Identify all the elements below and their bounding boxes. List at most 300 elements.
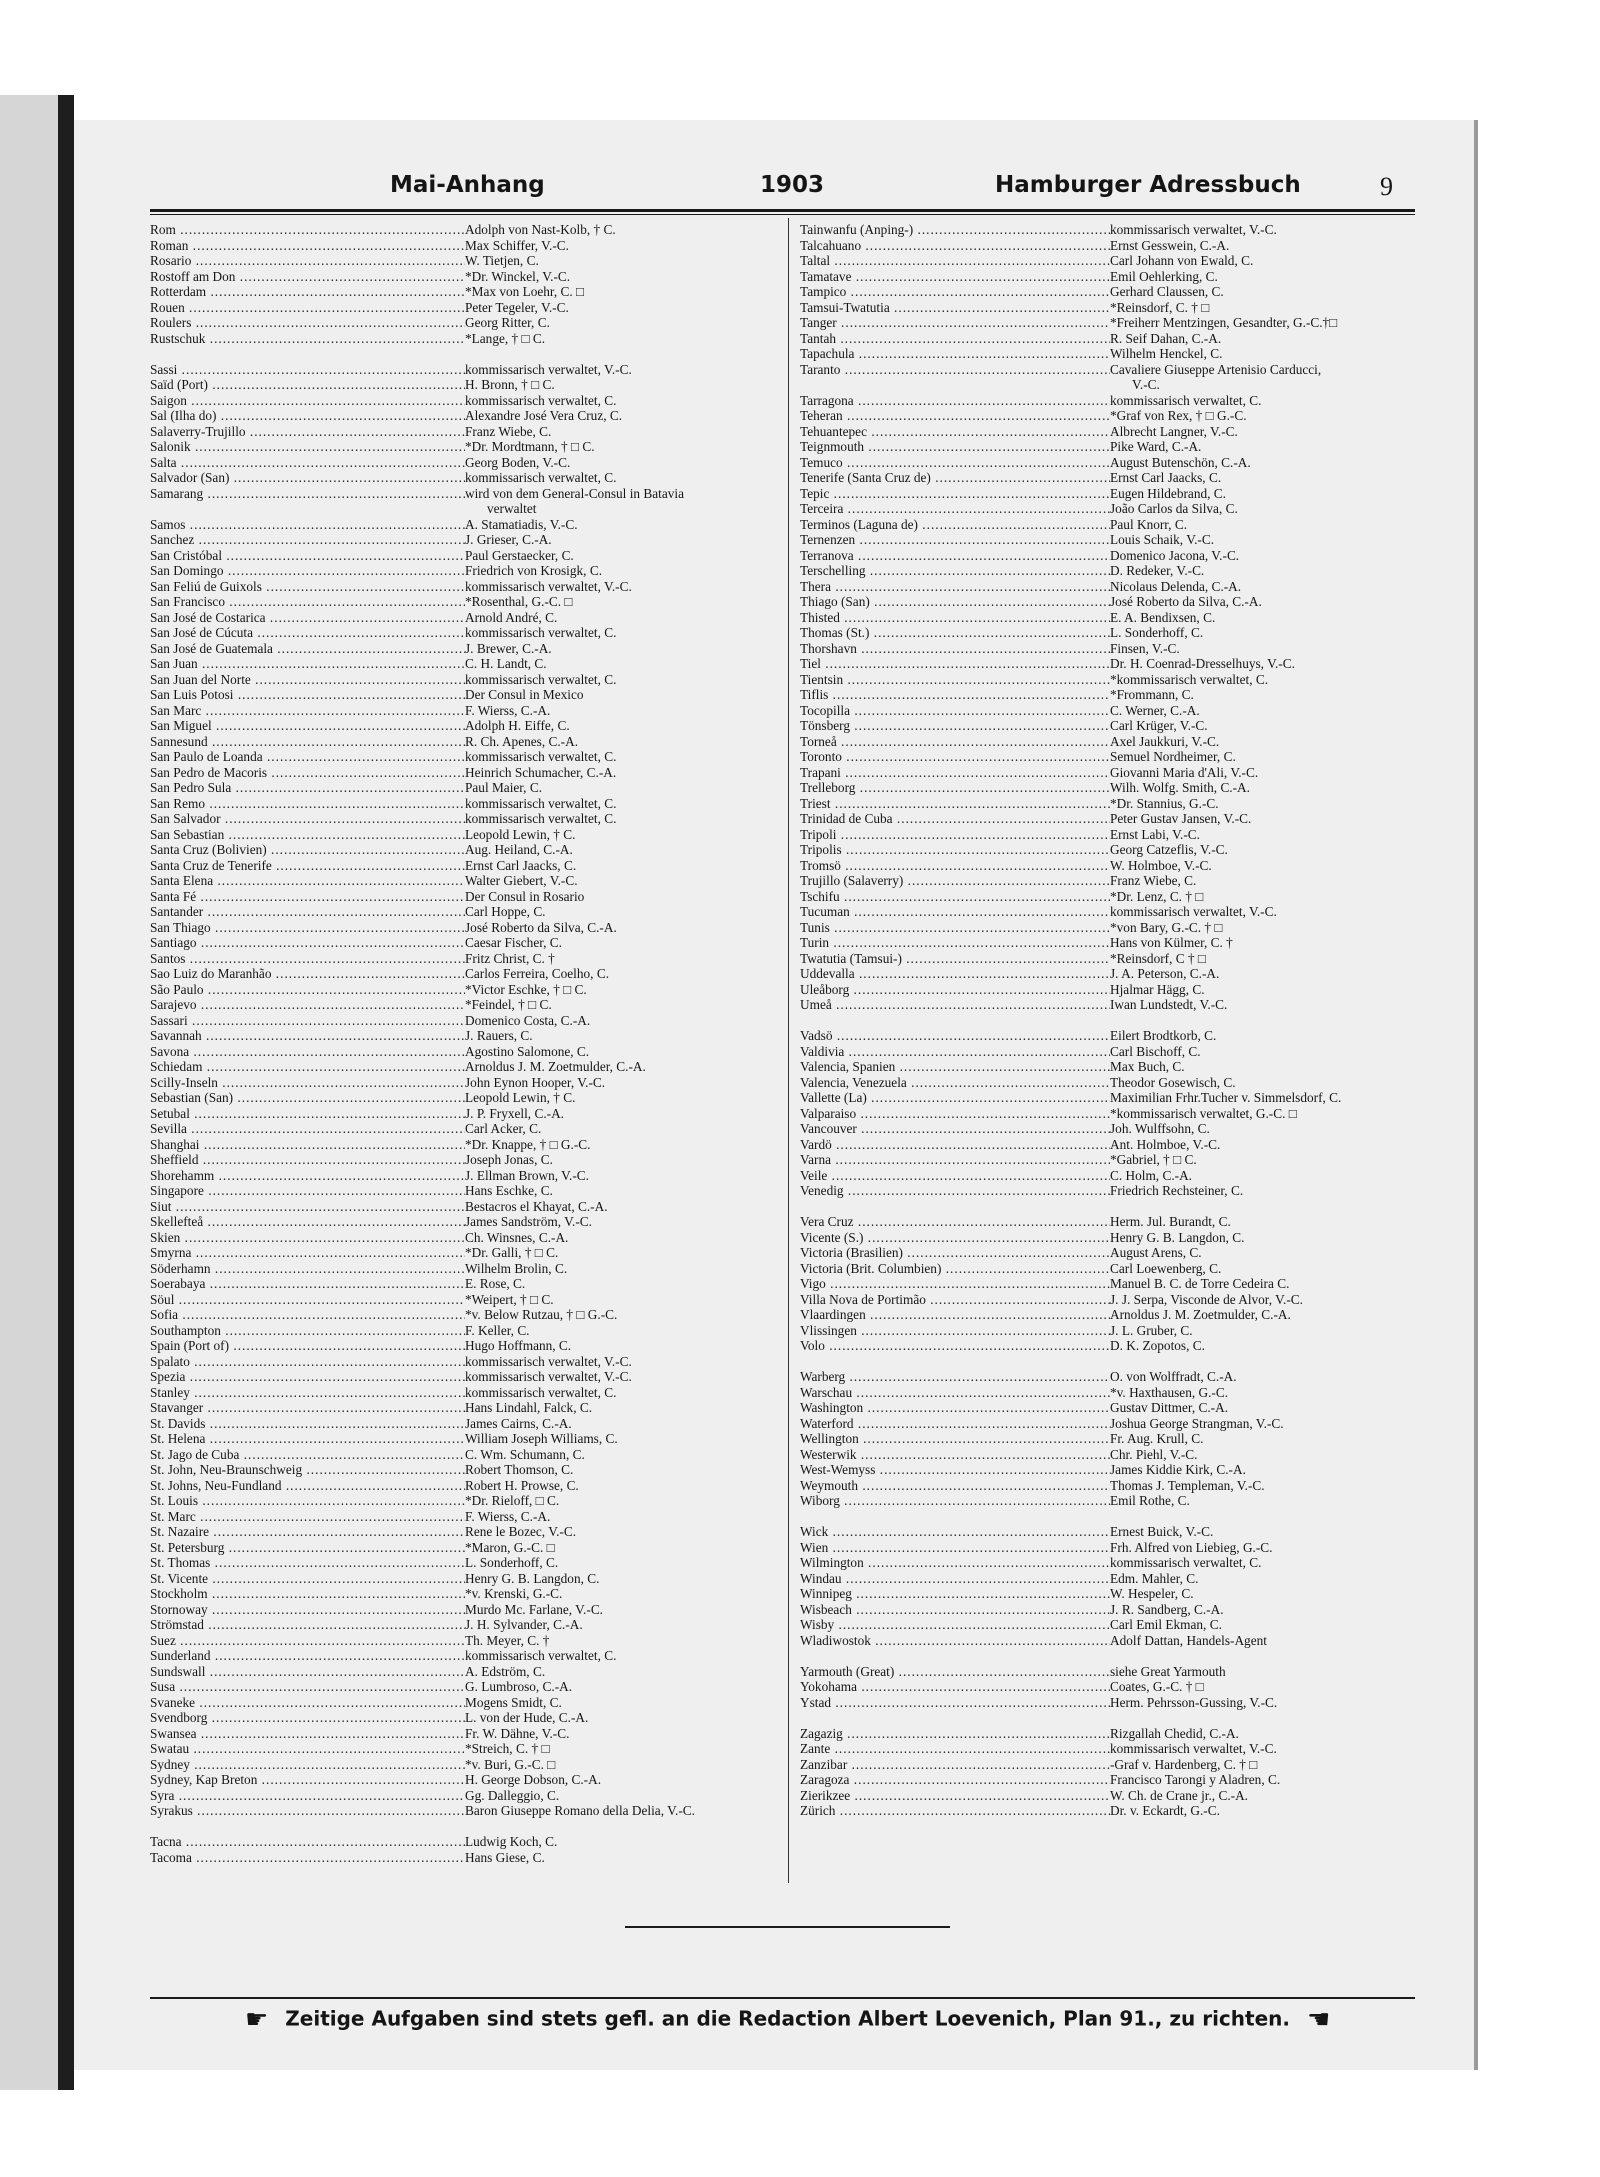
entry-place: Volo ..... bbox=[800, 1338, 1110, 1354]
entry-place: Rom ..... bbox=[150, 222, 465, 238]
entry-place: São Paulo ..... bbox=[150, 982, 465, 998]
directory-entry bbox=[800, 1307, 1415, 1323]
entry-place: Sarajevo ..... bbox=[150, 997, 465, 1013]
entry-consul: Paul Knorr, C. bbox=[1110, 516, 1188, 532]
entry-consul: Friedrich Rechsteiner, C. bbox=[1110, 1183, 1244, 1198]
entry-place: Setubal ..... bbox=[150, 1106, 465, 1122]
directory-entry bbox=[150, 408, 784, 424]
directory-entry bbox=[800, 315, 1415, 331]
directory-entry bbox=[150, 253, 784, 269]
entry-place: Zierikzee ..... bbox=[800, 1788, 1110, 1804]
entry-place: Southampton ..... bbox=[150, 1323, 465, 1339]
entry-place: Tromsö ..... bbox=[800, 858, 1110, 874]
directory-entry bbox=[150, 1710, 784, 1726]
entry-place bbox=[800, 1509, 1110, 1525]
entry-consul: W. Tietjen, C. bbox=[465, 253, 539, 268]
entry-place: Zagazig ..... bbox=[800, 1726, 1110, 1742]
entry-consul: Frh. Alfred von Liebieg, G.-C. bbox=[1110, 1539, 1273, 1555]
entry-place: Stanley ..... bbox=[150, 1385, 465, 1401]
entry-consul: Joh. Wulffsohn, C. bbox=[1110, 1121, 1210, 1136]
directory-entry bbox=[800, 284, 1415, 300]
entry-place bbox=[150, 1819, 465, 1835]
entry-consul: Leopold Lewin, † C. bbox=[465, 1090, 576, 1105]
entry-place: Stockholm ..... bbox=[150, 1586, 465, 1602]
entry-place: Shanghai ..... bbox=[150, 1137, 465, 1153]
entry-place: Terschelling ..... bbox=[800, 563, 1110, 579]
entry-consul: Giovanni Maria d'Ali, V.-C. bbox=[1110, 764, 1259, 780]
entry-place: Siut ..... bbox=[150, 1199, 465, 1215]
entry-consul: F. Wierss, C.-A. bbox=[465, 702, 551, 718]
entry-consul: Gg. Dalleggio, C. bbox=[465, 1787, 560, 1803]
entry-place: Tientsin ..... bbox=[800, 672, 1110, 688]
entry-place: Schiedam ..... bbox=[150, 1059, 465, 1075]
header-rule bbox=[150, 209, 1415, 212]
directory-entry bbox=[800, 656, 1415, 672]
directory-entry bbox=[150, 672, 784, 688]
entry-consul: siehe Great Yarmouth bbox=[1110, 1663, 1226, 1679]
entry-place: San José de Cúcuta ..... bbox=[150, 625, 465, 641]
entry-place: Rosario ..... bbox=[150, 253, 465, 269]
entry-place: Syra ..... bbox=[150, 1788, 465, 1804]
entry-place: Villa Nova de Portimão ..... bbox=[800, 1292, 1110, 1308]
directory-entry bbox=[150, 734, 784, 750]
entry-place: Yarmouth (Great) ..... bbox=[800, 1664, 1110, 1680]
entry-place: Stornoway ..... bbox=[150, 1602, 465, 1618]
entry-consul: Hans Lindahl, Falck, C. bbox=[465, 1400, 593, 1415]
entry-consul: Hugo Hoffmann, C. bbox=[465, 1338, 572, 1353]
entry-consul: Ernst Labi, V.-C. bbox=[1110, 826, 1201, 842]
entry-place: St. Helena ..... bbox=[150, 1431, 465, 1447]
entry-place: Shorehamm ..... bbox=[150, 1168, 465, 1184]
entry-place: Skellefteå ..... bbox=[150, 1214, 465, 1230]
directory-entry bbox=[800, 408, 1415, 424]
entry-consul: kommissarisch verwaltet, C. bbox=[465, 392, 617, 408]
binding-gutter bbox=[0, 95, 62, 2090]
entry-consul: Rene le Bozec, V.-C. bbox=[465, 1524, 577, 1539]
directory-entry bbox=[150, 873, 784, 889]
directory-entry bbox=[800, 982, 1415, 998]
entry-place: St. Louis ..... bbox=[150, 1493, 465, 1509]
entry-consul: Nicolaus Delenda, C.-A. bbox=[1110, 578, 1242, 594]
header-year: 1903 bbox=[760, 172, 825, 198]
entry-consul: Adolph H. Eiffe, C. bbox=[465, 718, 570, 733]
entry-place: Trujillo (Salaverry) ..... bbox=[800, 873, 1110, 889]
directory-entry bbox=[800, 904, 1415, 920]
entry-consul: J. A. Peterson, C.-A. bbox=[1110, 966, 1220, 981]
entry-place: Salvador (San) ..... bbox=[150, 470, 465, 486]
entry-consul: C. Werner, C.-A. bbox=[1110, 702, 1200, 718]
entry-consul: Carl Emil Ekman, C. bbox=[1110, 1617, 1222, 1632]
entry-place: Tschifu ..... bbox=[800, 889, 1110, 905]
entry-place: Warschau ..... bbox=[800, 1385, 1110, 1401]
entry-consul: *v. Krenski, G.-C. bbox=[465, 1586, 563, 1601]
directory-entry bbox=[800, 1369, 1415, 1385]
directory-entry bbox=[800, 1586, 1415, 1602]
entry-consul: D. Redeker, V.-C. bbox=[1110, 563, 1205, 578]
entry-place: Salta ..... bbox=[150, 455, 465, 471]
directory-entry bbox=[800, 1276, 1415, 1292]
directory-entry bbox=[150, 1850, 784, 1866]
directory-entry bbox=[800, 1168, 1415, 1184]
entry-place: Strömstad ..... bbox=[150, 1617, 465, 1633]
directory-entry bbox=[150, 656, 784, 672]
entry-place: Umeå ..... bbox=[800, 997, 1110, 1013]
directory-entry bbox=[150, 1679, 784, 1695]
entry-place: San Salvador ..... bbox=[150, 811, 465, 827]
entry-consul: Der Consul in Mexico bbox=[465, 687, 584, 702]
directory-entry bbox=[800, 1803, 1415, 1819]
entry-place: Sundswall ..... bbox=[150, 1664, 465, 1680]
entry-place: Trelleborg ..... bbox=[800, 780, 1110, 796]
directory-entry bbox=[150, 563, 784, 579]
entry-consul: Friedrich von Krosigk, C. bbox=[465, 563, 603, 578]
entry-place: Yokohama ..... bbox=[800, 1679, 1110, 1695]
entry-consul: Dr. H. Coenrad-Dresselhuys, V.-C. bbox=[1110, 656, 1295, 671]
entry-consul: Axel Jaukkuri, V.-C. bbox=[1110, 733, 1220, 749]
directory-entry bbox=[800, 1106, 1415, 1122]
entry-place: Vallette (La) ..... bbox=[800, 1090, 1110, 1106]
directory-entry bbox=[800, 951, 1415, 967]
entry-consul: W. Ch. de Crane jr., C.-A. bbox=[1110, 1787, 1249, 1803]
entry-place: Windau ..... bbox=[800, 1571, 1110, 1587]
entry-place: Tarragona ..... bbox=[800, 393, 1110, 409]
header-rule-thin bbox=[150, 214, 1415, 215]
entry-place: San Francisco ..... bbox=[150, 594, 465, 610]
entry-place: Waterford ..... bbox=[800, 1416, 1110, 1432]
directory-entry bbox=[800, 625, 1415, 641]
entry-place: Thorshavn ..... bbox=[800, 641, 1110, 657]
entry-place: Thisted ..... bbox=[800, 610, 1110, 626]
entry-consul: A. Stamatiadis, V.-C. bbox=[465, 516, 578, 532]
entry-consul: J. L. Gruber, C. bbox=[1110, 1322, 1193, 1338]
entry-consul: Peter Tegeler, V.-C. bbox=[465, 299, 569, 315]
directory-entry bbox=[150, 858, 784, 874]
entry-consul: L. Sonderhoff, C. bbox=[465, 1555, 559, 1570]
entry-place: Taltal ..... bbox=[800, 253, 1110, 269]
page-number: 9 bbox=[1380, 172, 1393, 201]
entry-consul: Henry G. B. Langdon, C. bbox=[1110, 1229, 1245, 1245]
entry-place: Tunis ..... bbox=[800, 920, 1110, 936]
entry-place: Tantah ..... bbox=[800, 331, 1110, 347]
entry-place: Spalato ..... bbox=[150, 1354, 465, 1370]
directory-entry bbox=[150, 1648, 784, 1664]
entry-consul: Georg Boden, V.-C. bbox=[465, 454, 571, 470]
entry-place: Twatutia (Tamsui-) ..... bbox=[800, 951, 1110, 967]
entry-place: Winnipeg ..... bbox=[800, 1586, 1110, 1602]
entry-consul bbox=[1110, 1199, 1415, 1215]
entry-consul: kommissarisch verwaltet, C. bbox=[1110, 392, 1262, 408]
entry-place: St. Vicente ..... bbox=[150, 1571, 465, 1587]
entry-consul: Ernst Gesswein, C.-A. bbox=[1110, 237, 1230, 253]
entry-consul: Rizgallah Chedid, C.-A. bbox=[1110, 1725, 1239, 1741]
entry-place: Tainwanfu (Anping-) ..... bbox=[800, 222, 1110, 238]
binding-edge bbox=[58, 95, 74, 2090]
entry-place: Varna ..... bbox=[800, 1152, 1110, 1168]
directory-entry bbox=[150, 904, 784, 920]
directory-entry bbox=[800, 1214, 1415, 1230]
entry-place: San Pedro de Macoris ..... bbox=[150, 765, 465, 781]
entry-place: St. Davids ..... bbox=[150, 1416, 465, 1432]
directory-entry bbox=[150, 966, 784, 982]
directory-entry bbox=[800, 827, 1415, 843]
entry-consul: Wilhelm Henckel, C. bbox=[1110, 346, 1223, 361]
directory-entry bbox=[150, 765, 784, 781]
entry-consul: *Dr. Galli, † □ C. bbox=[465, 1245, 559, 1260]
entry-place: Santiago ..... bbox=[150, 935, 465, 951]
entry-place: Sao Luiz do Maranhão ..... bbox=[150, 966, 465, 982]
entry-consul: August Butenschön, C.-A. bbox=[1110, 454, 1251, 470]
directory-entry bbox=[800, 1633, 1415, 1649]
entry-consul: E. A. Bendixsen, C. bbox=[1110, 609, 1216, 625]
directory-entry bbox=[800, 1431, 1415, 1447]
directory-entry bbox=[800, 1044, 1415, 1060]
entry-consul: R. Seif Dahan, C.-A. bbox=[1110, 330, 1222, 346]
directory-entry bbox=[800, 1509, 1415, 1525]
entry-consul: Eugen Hildebrand, C. bbox=[1110, 485, 1226, 501]
directory-entry bbox=[800, 858, 1415, 874]
entry-consul: *kommissarisch verwaltet, G.-C. □ bbox=[1110, 1105, 1297, 1121]
directory-entry bbox=[800, 966, 1415, 982]
entry-consul: Carl Hoppe, C. bbox=[465, 904, 546, 919]
pointing-hand-icon: ☛ bbox=[245, 2005, 269, 2035]
directory-entry bbox=[150, 393, 784, 409]
entry-consul: Carlos Ferreira, Coelho, C. bbox=[465, 966, 610, 981]
entry-consul: J. Rauers, C. bbox=[465, 1028, 533, 1043]
entry-consul: J. J. Serpa, Visconde de Alvor, V.-C. bbox=[1110, 1291, 1303, 1307]
entry-place: St. Johns, Neu-Fundland ..... bbox=[150, 1478, 465, 1494]
entry-place: Spezia ..... bbox=[150, 1369, 465, 1385]
entry-place: San Luis Potosi ..... bbox=[150, 687, 465, 703]
entry-place: Valencia, Spanien ..... bbox=[800, 1059, 1110, 1075]
entry-consul: *Weipert, † □ C. bbox=[465, 1291, 554, 1307]
entry-place: Svendborg ..... bbox=[150, 1710, 465, 1726]
directory-entry bbox=[800, 470, 1415, 486]
entry-place bbox=[150, 346, 465, 362]
entry-consul bbox=[1110, 1013, 1415, 1029]
entry-consul bbox=[465, 1819, 784, 1835]
directory-entry bbox=[150, 1323, 784, 1339]
directory-entry bbox=[800, 1679, 1415, 1695]
directory-entry bbox=[150, 749, 784, 765]
directory-entry bbox=[800, 331, 1415, 347]
entry-consul: E. Rose, C. bbox=[465, 1276, 526, 1291]
directory-entry bbox=[800, 548, 1415, 564]
entry-consul: H. Bronn, † □ C. bbox=[465, 377, 555, 392]
directory-entry bbox=[800, 424, 1415, 440]
entry-consul: Thomas J. Templeman, V.-C. bbox=[1110, 1477, 1265, 1493]
entry-consul: J. H. Sylvander, C.-A. bbox=[465, 1617, 583, 1632]
entry-place: Valdivia ..... bbox=[800, 1044, 1110, 1060]
entry-place: Zaragoza ..... bbox=[800, 1772, 1110, 1788]
directory-entry bbox=[800, 1245, 1415, 1261]
directory-entry bbox=[150, 331, 784, 347]
directory-entry bbox=[150, 1137, 784, 1153]
entry-consul: *Freiherr Mentzingen, Gesandter, G.-C.†□ bbox=[1110, 315, 1338, 330]
entry-place: Valencia, Venezuela ..... bbox=[800, 1075, 1110, 1091]
entry-consul: Heinrich Schumacher, C.-A. bbox=[465, 764, 617, 780]
entry-place: Terranova ..... bbox=[800, 548, 1110, 564]
entry-consul: C. Holm, C.-A. bbox=[1110, 1167, 1193, 1183]
directory-entry bbox=[150, 1245, 784, 1261]
directory-entry bbox=[800, 563, 1415, 579]
entry-consul: Domenico Jacona, V.-C. bbox=[1110, 547, 1240, 563]
directory-entry bbox=[150, 1013, 784, 1029]
entry-place: Rostoff am Don ..... bbox=[150, 269, 465, 285]
entry-place: Spain (Port of) ..... bbox=[150, 1338, 465, 1354]
directory-entry bbox=[800, 1090, 1415, 1106]
entry-consul: *Reinsdorf, C. † □ bbox=[1110, 299, 1210, 315]
directory-entry bbox=[150, 222, 784, 238]
directory-entry bbox=[800, 501, 1415, 517]
directory-entry bbox=[800, 1602, 1415, 1618]
directory-entry bbox=[800, 718, 1415, 734]
directory-entry bbox=[800, 1416, 1415, 1432]
entry-place: Warberg ..... bbox=[800, 1369, 1110, 1385]
entry-place: Vlaardingen ..... bbox=[800, 1307, 1110, 1323]
entry-consul: Louis Schaik, V.-C. bbox=[1110, 532, 1215, 547]
directory-entry bbox=[150, 641, 784, 657]
entry-place: San José de Costarica ..... bbox=[150, 610, 465, 626]
entry-consul: Mogens Smidt, C. bbox=[465, 1694, 562, 1710]
right-column bbox=[800, 222, 1415, 1819]
entry-place: Santa Fé ..... bbox=[150, 889, 465, 905]
entry-place: Triest ..... bbox=[800, 796, 1110, 812]
entry-consul: J. P. Fryxell, C.-A. bbox=[465, 1105, 564, 1121]
entry-consul: *Dr. Stannius, G.-C. bbox=[1110, 795, 1219, 811]
directory-entry bbox=[150, 1803, 784, 1819]
entry-consul: Paul Gerstaecker, C. bbox=[465, 547, 574, 563]
entry-place: Vigo ..... bbox=[800, 1276, 1110, 1292]
directory-entry bbox=[150, 1338, 784, 1354]
entry-place: San Juan ..... bbox=[150, 656, 465, 672]
entry-place: Tacoma ..... bbox=[150, 1850, 465, 1866]
directory-entry bbox=[800, 439, 1415, 455]
directory-entry bbox=[800, 1757, 1415, 1773]
entry-place: Uddevalla ..... bbox=[800, 966, 1110, 982]
entry-place: Vardö ..... bbox=[800, 1137, 1110, 1153]
directory-entry bbox=[150, 718, 784, 734]
entry-consul: Th. Meyer, C. † bbox=[465, 1632, 550, 1648]
directory-entry bbox=[150, 889, 784, 905]
entry-place: Samarang ..... bbox=[150, 486, 465, 502]
entry-place: Sannesund ..... bbox=[150, 734, 465, 750]
directory-entry bbox=[150, 486, 784, 502]
directory-entry bbox=[800, 1788, 1415, 1804]
entry-place: Wellington ..... bbox=[800, 1431, 1110, 1447]
entry-consul: Der Consul in Rosario bbox=[465, 888, 585, 904]
entry-consul: Arnoldus J. M. Zoetmulder, C.-A. bbox=[465, 1059, 646, 1074]
entry-consul: John Eynon Hooper, V.-C. bbox=[465, 1074, 606, 1090]
directory-entry bbox=[800, 796, 1415, 812]
entry-place: Wilmington ..... bbox=[800, 1555, 1110, 1571]
directory-entry bbox=[150, 517, 784, 533]
directory-entry bbox=[150, 439, 784, 455]
entry-place: Westerwik ..... bbox=[800, 1447, 1110, 1463]
entry-consul: Adolph von Nast-Kolb, † C. bbox=[465, 222, 616, 237]
directory-entry bbox=[800, 253, 1415, 269]
entry-place: Santander ..... bbox=[150, 904, 465, 920]
directory-entry bbox=[800, 1292, 1415, 1308]
directory-entry bbox=[800, 1013, 1415, 1029]
entry-consul: Aug. Heiland, C.-A. bbox=[465, 842, 573, 857]
entry-place: Veile ..... bbox=[800, 1168, 1110, 1184]
entry-place: Swatau ..... bbox=[150, 1741, 465, 1757]
directory-entry bbox=[150, 455, 784, 471]
entry-consul: F. Keller, C. bbox=[465, 1322, 530, 1338]
entry-place: Trapani ..... bbox=[800, 765, 1110, 781]
directory-entry bbox=[800, 1059, 1415, 1075]
directory-entry bbox=[150, 780, 784, 796]
directory-entry bbox=[800, 1617, 1415, 1633]
directory-entry bbox=[800, 238, 1415, 254]
entry-consul: Wilh. Wolfg. Smith, C.-A. bbox=[1110, 780, 1250, 795]
entry-consul: kommissarisch verwaltet, C. bbox=[465, 470, 617, 485]
entry-place: San Pedro Sula ..... bbox=[150, 780, 465, 796]
directory-entry bbox=[150, 842, 784, 858]
entry-place bbox=[800, 1354, 1110, 1370]
directory-entry bbox=[800, 1230, 1415, 1246]
directory-entry bbox=[800, 1478, 1415, 1494]
directory-entry bbox=[150, 1571, 784, 1587]
entry-place: Vlissingen ..... bbox=[800, 1323, 1110, 1339]
entry-consul: *Lange, † □ C. bbox=[465, 330, 546, 346]
entry-consul: A. Edström, C. bbox=[465, 1663, 546, 1679]
entry-place: Torneå ..... bbox=[800, 734, 1110, 750]
directory-entry bbox=[150, 1524, 784, 1540]
entry-place: Roman ..... bbox=[150, 238, 465, 254]
entry-consul: *Dr. Rieloff, □ C. bbox=[465, 1493, 560, 1508]
entry-consul: Max Schiffer, V.-C. bbox=[465, 237, 569, 253]
entry-place: Taranto ..... bbox=[800, 362, 1110, 378]
directory-entry bbox=[800, 1695, 1415, 1711]
entry-consul: Hjalmar Hägg, C. bbox=[1110, 981, 1205, 997]
entry-place: Sydney ..... bbox=[150, 1757, 465, 1773]
entry-place bbox=[150, 501, 465, 517]
entry-consul: F. Wierss, C.-A. bbox=[465, 1508, 551, 1524]
entry-place: Vadsö ..... bbox=[800, 1028, 1110, 1044]
entry-place: Soerabaya ..... bbox=[150, 1276, 465, 1292]
entry-place: Terminos (Laguna de) ..... bbox=[800, 517, 1110, 533]
directory-entry bbox=[150, 548, 784, 564]
directory-entry bbox=[150, 1106, 784, 1122]
entry-consul: kommissarisch verwaltet, C. bbox=[465, 1648, 617, 1663]
directory-entry bbox=[800, 1664, 1415, 1680]
entry-consul: Finsen, V.-C. bbox=[1110, 640, 1180, 656]
entry-consul: Maximilian Frhr.Tucher v. Simmelsdorf, C. bbox=[1110, 1090, 1342, 1105]
directory-entry bbox=[800, 749, 1415, 765]
directory-entry bbox=[800, 1075, 1415, 1091]
directory-entry bbox=[800, 377, 1415, 393]
directory-entry bbox=[150, 1617, 784, 1633]
entry-place: San Sebastian ..... bbox=[150, 827, 465, 843]
directory-entry bbox=[800, 579, 1415, 595]
directory-entry bbox=[150, 1819, 784, 1835]
entry-place: Santos ..... bbox=[150, 951, 465, 967]
entry-consul: Paul Maier, C. bbox=[465, 780, 543, 795]
entry-place: Tamsui-Twatutia ..... bbox=[800, 300, 1110, 316]
entry-consul: V.-C. bbox=[1132, 377, 1160, 392]
directory-entry bbox=[800, 1772, 1415, 1788]
directory-entry bbox=[150, 610, 784, 626]
directory-entry bbox=[150, 1509, 784, 1525]
entry-place: Zante ..... bbox=[800, 1741, 1110, 1757]
entry-consul bbox=[465, 346, 784, 362]
entry-consul: Adolf Dattan, Handels-Agent bbox=[1110, 1632, 1267, 1648]
entry-consul: Chr. Piehl, V.-C. bbox=[1110, 1446, 1198, 1462]
directory-entry bbox=[150, 1090, 784, 1106]
entry-consul: Ernest Buick, V.-C. bbox=[1110, 1524, 1214, 1539]
directory-entry bbox=[800, 610, 1415, 626]
